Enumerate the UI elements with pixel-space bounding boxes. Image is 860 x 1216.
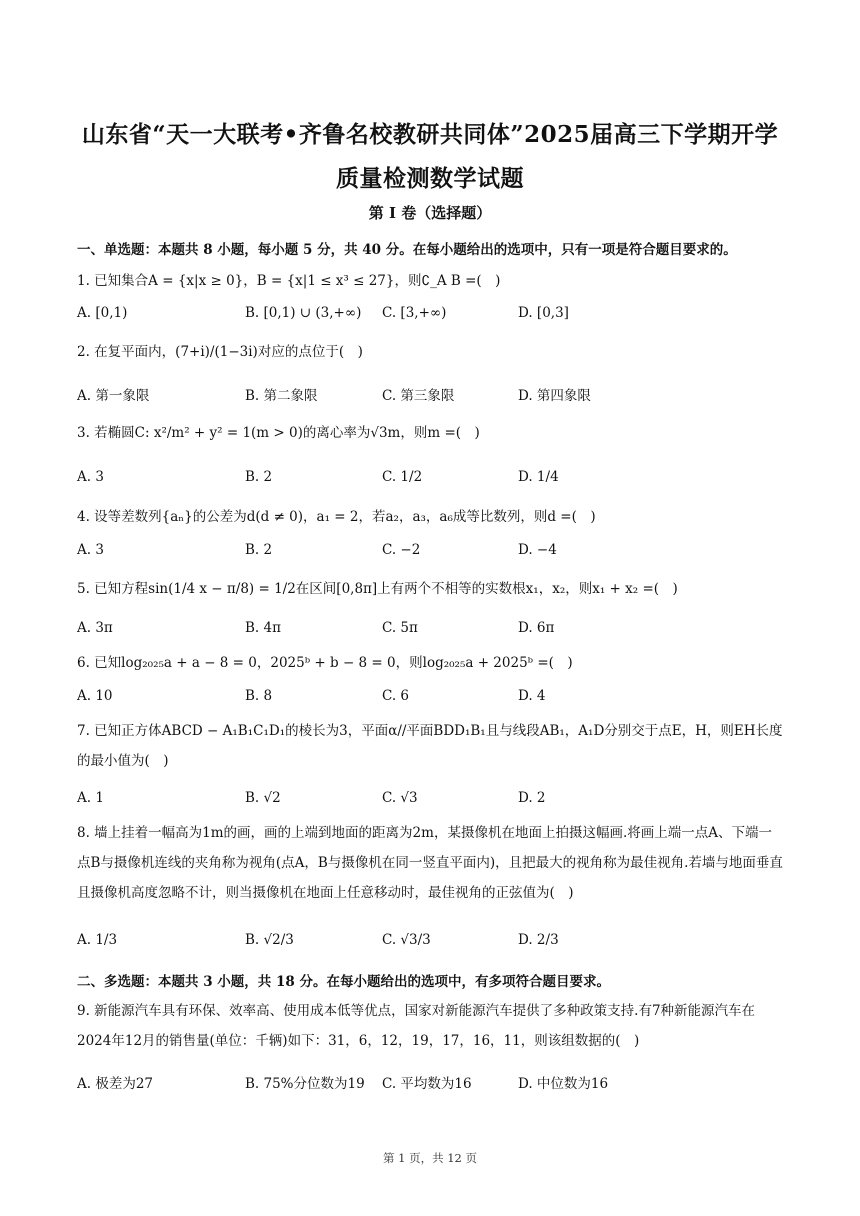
option-c: C. 第三象限: [382, 388, 455, 404]
volume-subtitle: 第 I 卷（选择题）: [368, 204, 492, 222]
question-7-stem: 7. 已知正方体ABCD − A₁B₁C₁D₁的棱长为3，平面α//平面BDD₁B₁且与线段AB₁，A₁D分别交于点E，H，则EH长度的最小值为( ): [77, 723, 783, 769]
option-b: B. 第二象限: [245, 388, 318, 404]
question-9-stem: 9. 新能源汽车具有环保、效率高、使用成本低等优点，国家对新能源汽车提供了多种政策支持.有7种新能源汽车在2024年12月的销售量(单位：千辆)如下：31，6，12，19，17，16，11，则该组数据的( ): [77, 1003, 756, 1049]
section-heading-single-choice: 一、单选题：本题共 8 小题，每小题 5 分，共 40 分。在每小题给出的选项中，只有一项是符合题目要求的。: [77, 242, 737, 258]
question-5-options: [77, 620, 785, 644]
option-a: A. 10: [77, 688, 113, 704]
option-a: A. 3: [77, 542, 104, 558]
option-d: D. 4: [518, 688, 546, 704]
option-a: A. 3π: [77, 620, 113, 636]
question-4-options: [77, 542, 785, 566]
question-6-options: [77, 688, 785, 712]
option-d: D. 中位数为16: [518, 1076, 609, 1092]
option-a: A. [0,1): [77, 305, 128, 321]
option-b: B. √2/3: [245, 932, 294, 948]
option-c: C. 1/2: [382, 469, 423, 485]
option-a: A. 3: [77, 469, 104, 485]
question-7-options: [77, 790, 785, 814]
question-4-stem: 4. 设等差数列{aₙ}的公差为d(d ≠ 0)，a₁ = 2，若a₂，a₃，a₆成等比数列，则d =( ): [77, 509, 596, 525]
question-5-stem: 5. 已知方程sin(1/4 x − π/8) = 1/2在区间[0,8π]上有两个不相等的实数根x₁，x₂，则x₁ + x₂ =( ): [77, 581, 678, 597]
option-b: B. 2: [245, 542, 273, 558]
question-9-options: [77, 1072, 785, 1096]
option-d: D. 第四象限: [518, 388, 591, 404]
exam-title-line-2: 质量检测数学试题: [336, 165, 524, 192]
option-d: D. −4: [518, 542, 557, 558]
section-heading-multi-choice: 二、多选题：本题共 3 小题，共 18 分。在每小题给出的选项中，有多项符合题目要求。: [77, 974, 610, 990]
option-d: D. 2: [518, 790, 546, 806]
option-c: C. 平均数为16: [382, 1076, 472, 1092]
question-1-stem: 1. 已知集合A = {x|x ≥ 0}，B = {x|1 ≤ x³ ≤ 27}，则∁_A B =( ): [77, 273, 501, 289]
option-b: B. √2: [245, 790, 281, 806]
option-a: A. 1/3: [77, 932, 118, 948]
question-8-stem: 8. 墙上挂着一幅高为1m的画，画的上端到地面的距离为2m，某摄像机在地面上拍摄这幅画.将画上端一点A、下端一点B与摄像机连线的夹角称为视角(点A，B与摄像机在同一竖直平面内)，且把最大的视角称为最佳视角.若墙与地面垂直且摄像机高度忽略不计，则当摄像机在地面上任意移动时，最佳视角的正弦值为( ): [77, 825, 783, 901]
page-footer: 第 1 页，共 12 页: [382, 1151, 478, 1165]
option-a: A. 极差为27: [77, 1076, 154, 1092]
option-b: B. 75%分位数为19: [245, 1076, 365, 1092]
option-b: B. 4π: [245, 620, 281, 636]
option-d: D. 1/4: [518, 469, 559, 485]
option-b: B. 8: [245, 688, 273, 704]
question-2-stem: 2. 在复平面内，(7+i)/(1−3i)对应的点位于( ): [77, 344, 363, 360]
option-c: C. [3,+∞): [382, 305, 447, 321]
option-c: C. 5π: [382, 620, 418, 636]
question-3-stem: 3. 若椭圆C: x²/m² + y² = 1(m > 0)的离心率为√3m，则m =( ): [77, 425, 480, 441]
question-6-stem: 6. 已知log₂₀₂₅a + a − 8 = 0，2025ᵇ + b − 8 = 0，则log₂₀₂₅a + 2025ᵇ =( ): [77, 655, 573, 671]
option-b: B. [0,1) ∪ (3,+∞): [245, 305, 362, 321]
option-d: D. 2/3: [518, 932, 559, 948]
question-8-options: [77, 932, 785, 956]
option-d: D. [0,3]: [518, 305, 569, 321]
question-3-options: [77, 469, 785, 493]
question-2-options: [77, 384, 785, 408]
option-c: C. √3/3: [382, 932, 431, 948]
option-a: A. 1: [77, 790, 104, 806]
option-c: C. √3: [382, 790, 418, 806]
option-d: D. 6π: [518, 620, 555, 636]
option-c: C. −2: [382, 542, 421, 558]
question-1-options: [77, 305, 785, 329]
option-b: B. 2: [245, 469, 273, 485]
option-c: C. 6: [382, 688, 410, 704]
exam-title-line-1: 山东省“天一大联考•齐鲁名校教研共同体”2025届高三下学期开学: [81, 121, 779, 148]
option-a: A. 第一象限: [77, 388, 150, 404]
